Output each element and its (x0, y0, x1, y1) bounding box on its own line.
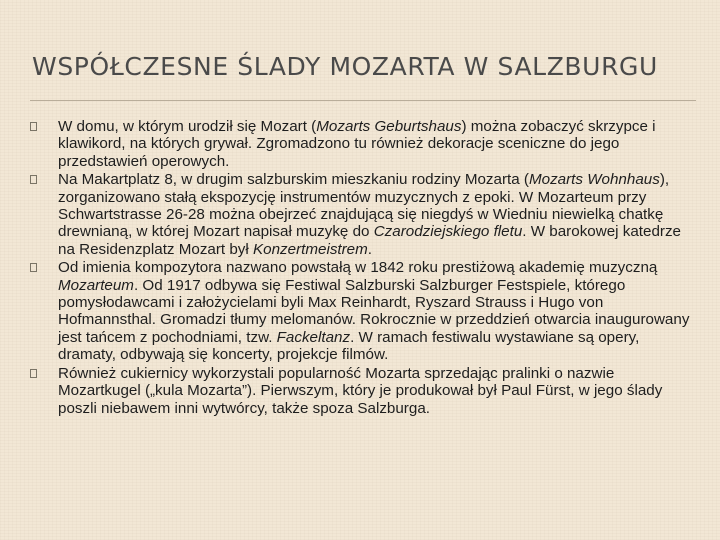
italic-segment: Mozarts Wohnhaus (528, 171, 660, 189)
bullet-box-icon (30, 369, 37, 378)
text-segment: . W ramach festiwalu wystawiane są opery, dramaty, odbywają się koncerty, projekcje filmów. (58, 328, 640, 364)
italic-segment: Mozarts Geburtshaus (316, 118, 462, 135)
title-divider (30, 100, 696, 101)
italic-segment: Czarodziejskiego fletu (373, 223, 523, 241)
bullet-text (58, 365, 662, 417)
text-segment: ), zorganizowano stałą ekspozycję instrumentów muzycznych z epoki. W Mozarteum przy Schwartstrasse 26-28 można obejrzeć znajdującą się niegdyś w Wiedniu niewielką chatkę drewnianą, w której Mozart napisał muzykę do (58, 171, 670, 241)
bullet-list (30, 118, 690, 418)
bullet-item (30, 365, 690, 417)
italic-segment: Konzertmeistrem (253, 240, 368, 258)
bullet-item (30, 171, 690, 258)
bullet-box-icon (30, 175, 37, 184)
bullet-item (30, 259, 690, 363)
text-segment: Od imienia kompozytora nazwano powstałą w 1842 roku prestiżową akademię muzyczną (58, 259, 658, 277)
text-segment: . Od 1917 odbywa się Festiwal Salzburski Salzburger Festspiele, którego pomysłodawcami i założycielami byli Max Reinhardt, Ryszard Strauss i Hugo von Hofmannsthal. Gromadzi tłumy melomanów. Rokrocznie w przeddzień otwarcia inaugurowany jest tańcem z pochodniami, tzw. (58, 276, 690, 346)
text-segment: . W barokowej katedrze na Residenzplatz Mozart był (58, 223, 681, 258)
text-segment: Na Makartplatz 8, w drugim salzburskim mieszkaniu rodziny Mozarta ( (58, 171, 529, 189)
bullet-text (58, 259, 689, 363)
text-segment: ) można zobaczyć skrzypce i klawikord, na których grywał. Zgromadzono tu również dekoracje sceniczne do jego przedstawień operowych. (58, 118, 656, 170)
text-segment: W domu, w którym urodził się Mozart ( (58, 118, 317, 135)
bullet-text (58, 171, 681, 258)
bullet-text (58, 118, 656, 170)
text-segment: Również cukiernicy wykorzystali popularność Mozarta sprzedając pralinki o nazwie Mozartkugel („kula Mozarta”). Pierwszym, który je produkował był Paul Fürst, w jego ślady poszli niebawem inni wytwórcy, także spoza Salzburga. (58, 364, 663, 417)
bullet-box-icon (30, 263, 37, 272)
bullet-box-icon (30, 122, 37, 131)
italic-segment: Mozarteum (58, 276, 134, 294)
bullet-item (30, 118, 690, 170)
italic-segment: Fackeltanz (276, 328, 351, 346)
slide-title: WSPÓŁCZESNE ŚLADY MOZARTA W SALZBURGU (32, 52, 658, 81)
text-segment: . (367, 240, 373, 258)
